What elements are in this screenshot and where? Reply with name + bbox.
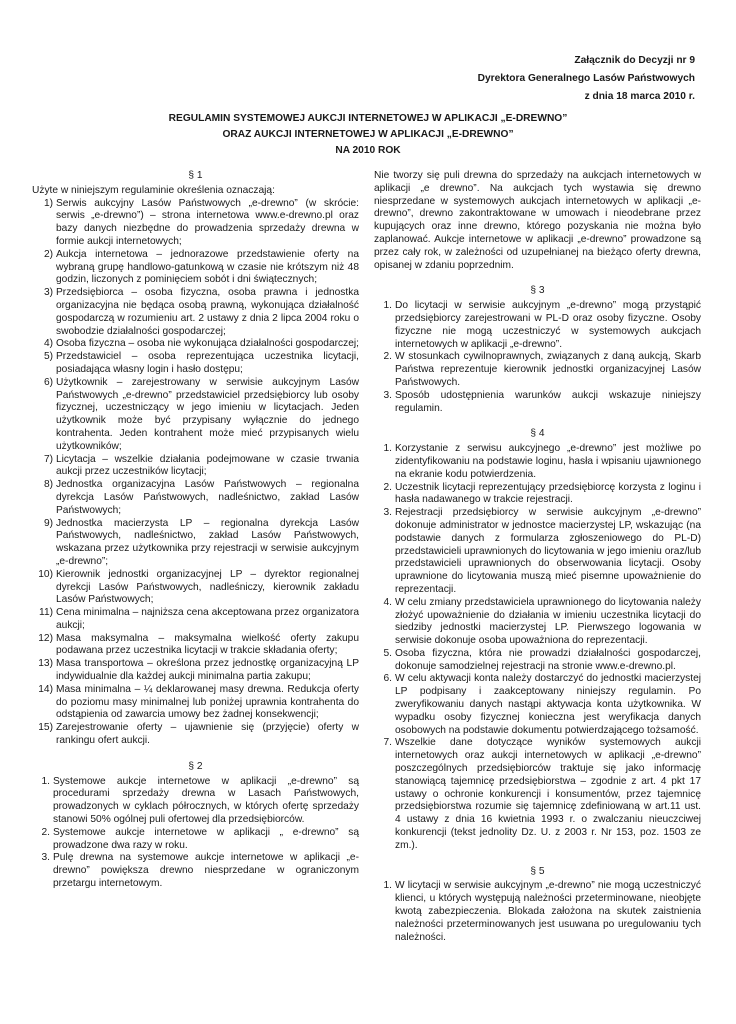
list-item (32, 249, 359, 287)
section-1-heading: § 1 (188, 170, 203, 181)
list-item-text: Wszelkie dane dotyczące wyników systemowych aukcji internetowych oraz aukcji internetowych w aplikacji „e-drewno” poszczególnych przedsiębiorców traktuje się jako informację stanowiącą tajemnicę przedsiębiorstwa – zgodnie z art. 4 pkt 17 ustawy o ochronie konkurencji i konsumentów, przez tajemnicę przedsiębiorstwa rozumie się tajemnicę zdefiniowaną w art.11 ust. 4 ustawy z dnia 16 kwietnia 1993 r. o zwalczaniu nieuczciwej konkurencji (tekst jednolity Dz. U. z 2003 r. Nr 153, poz. 1503 ze zm.). (395, 737, 701, 851)
list-item-text: Kierownik jednostki organizacyjnej LP – dyrektor regionalnej dyrekcji Lasów Państwowych, nadleśniczy, kierownik zakładu Lasów Państwowych; (56, 568, 359, 606)
list-item-text: W licytacji w serwisie aukcyjnym „e-drewno” nie mogą uczestniczyć klienci, u których występują należności przeterminowane, nieobjęte kwotą zabezpieczenia. Blokada założona na skutek zaistnienia należności przeterminowanych jest usuwana po uregulowaniu tych należności. (395, 880, 701, 943)
list-item (374, 351, 701, 389)
list-item-text: Użytkownik – zarejestrowany w serwisie aukcyjnym Lasów Państwowych „e-drewno” przedstawiciel przedsiębiorcy lub osoby fizycznej, uczestniczący w jego imieniu w licytacjach. Jeden użytkownik może być przypisany wyłącznie do jednego kontrahenta. Jeden kontrahent może mieć przypisanych wielu użytkowników; (56, 376, 359, 452)
list-item (374, 597, 701, 648)
list-item-text: Sposób udostępnienia warunków aukcji wskazuje niniejszy regulamin. (395, 389, 701, 414)
section-5-list (374, 880, 701, 944)
list-item-text: Uczestnik licytacji reprezentujący przedsiębiorcę korzysta z loginu i hasła nadawanego w trakcie rejestracji. (395, 481, 701, 506)
list-item-number: 2. (383, 351, 392, 363)
list-item-text: Do licytacji w serwisie aukcyjnym „e-drewno” mogą przystąpić przedsiębiorcy zarejestrowani w PL-D oraz osoby fizyczne. Osoby fizyczne nie mogą uczestniczyć w systemowych aukcjach internetowych w aplikacji „e-drewno”. (395, 300, 701, 350)
list-item-text: Masa minimalna – ¼ deklarowanej masy drewna. Redukcja oferty do poziomu masy minimalnej lub poniżej uprawnia kontrahenta do odstąpienia od zawarcia umowy bez żadnej konsekwencji; (56, 683, 359, 721)
list-item (374, 300, 701, 351)
list-item-number: 4) (43, 338, 53, 350)
document-header (478, 52, 695, 106)
list-item (32, 338, 359, 351)
document-title (0, 111, 736, 159)
list-item (374, 648, 701, 674)
list-item-text: Jednostka organizacyjna Lasów Państwowych – regionalna dyrekcja Lasów Państwowych, nadleśnictwo, zakład Lasów Państwowych; (56, 479, 359, 516)
header-line-3: z dnia 18 marca 2010 r. (584, 91, 695, 102)
list-item-text: Przedstawiciel – osoba reprezentująca uczestnika licytacji, posiadająca własny login i hasło dostępu; (56, 351, 359, 375)
list-item-number: 6) (43, 376, 53, 388)
list-item (374, 673, 701, 737)
list-item-text: Osoba fizyczna, która nie prowadzi działalności gospodarczej, dokonuje samodzielnej rejestracji na stronie www.e-drewno.pl. (395, 647, 701, 672)
list-item-text: W celu zmiany przedstawiciela uprawnionego do licytowania należy złożyć upoważnienie do działania w imieniu uczestnika licytacji do siedziby jednostki macierzystej LP. Pierwszego logowania w serwisie dokonuje osoba upoważniona do reprezentacji. (395, 596, 701, 647)
section-1-lead: Użyte w niniejszym regulaminie określenia oznaczają: (32, 184, 275, 196)
list-item-number: 4. (383, 596, 392, 608)
section-4-heading: § 4 (530, 428, 545, 440)
section-4-list (374, 443, 701, 853)
list-item (374, 443, 701, 481)
section-3-heading: § 3 (530, 285, 545, 297)
section-5-heading: § 5 (530, 865, 545, 877)
right-column (374, 170, 701, 944)
list-item-number: 12) (38, 632, 53, 644)
list-item-number: 15) (38, 722, 53, 734)
section-2-continuation: Nie tworzy się puli drewna do sprzedaży na aukcjach internetowych w aplikacji „e drewno”. Na aukcjach tych wystawia się drewno niesprzedane w systemowych aukcjach internetowych w aplikacji „e-drewno”, drewno zakontraktowane w umowach i nieodebrane przez kupujących oraz inne drewno, którego pozyskania nie można było zaplanować. Aukcje internetowe w aplikacji „e-drewno” prowadzone są przez cały rok, w zależności od uzupełnianej na bieżąco oferty drewna, opisanej w zdaniu poprzednim. (374, 170, 701, 271)
list-item (32, 684, 359, 722)
header-line-1: Załącznik do Decyzji nr 9 (574, 55, 695, 66)
list-item-number: 3. (383, 389, 392, 401)
list-item (32, 479, 359, 517)
list-item (32, 827, 359, 853)
list-item-number: 3. (41, 852, 50, 864)
list-item-number: 1) (43, 197, 53, 209)
title-line-2: ORAZ AUKCJI INTERNETOWEJ W APLIKACJI „E-DREWNO” (222, 129, 514, 140)
title-line-1: REGULAMIN SYSTEMOWEJ AUKCJI INTERNETOWEJ W APLIKACJI „E-DREWNO” (168, 113, 568, 124)
list-item (32, 287, 359, 338)
list-item (32, 658, 359, 684)
list-item (32, 722, 359, 748)
title-line-3: NA 2010 ROK (335, 145, 401, 156)
list-item-number: 7) (43, 453, 53, 465)
list-item-number: 14) (38, 683, 53, 695)
list-item-number: 1. (383, 443, 392, 455)
list-item-text: Serwis aukcyjny Lasów Państwowych „e-drewno” (w skrócie: serwis „e-drewno”) – strona internetowa www.e-drewno.pl oraz bazy danych niezbędne do prowadzenia sprzedaży drewna w formie aukcji internetowych; (56, 197, 359, 247)
list-item (374, 482, 701, 508)
list-item-text: Zarejestrowanie oferty – ujawnienie się (przyjęcie) oferty w rankingu ofert aukcji. (56, 722, 359, 747)
list-item (32, 852, 359, 890)
list-item-text: Masa transportowa – określona przez jednostkę organizacyjną LP indywidualnie dla każdej aukcji minimalna partia zakupu; (56, 658, 359, 683)
list-item-number: 5) (43, 351, 53, 363)
list-item (32, 518, 359, 569)
list-item-number: 6. (383, 673, 392, 685)
list-item-number: 2. (383, 481, 392, 493)
list-item-number: 1. (41, 775, 50, 787)
list-item-number: 9) (43, 517, 53, 529)
list-item-text: Pulę drewna na systemowe aukcje internetowe w aplikacji „e-drewno” powiększa drewno niesprzedane w ograniczonym przetargu internetowym. (53, 852, 359, 890)
list-item-number: 2. (41, 826, 50, 838)
list-item-text: Korzystanie z serwisu aukcyjnego „e-drewno” jest możliwe po zidentyfikowaniu na podstawie loginu, hasła i wpisaniu ujawnionego na ekranie kodu potwierdzenia. (395, 443, 701, 480)
list-item (374, 880, 701, 944)
list-item (374, 390, 701, 416)
list-item (374, 507, 701, 597)
list-item-number: 1. (383, 880, 392, 892)
list-item-number: 3. (383, 507, 392, 519)
header-line-2: Dyrektora Generalnego Lasów Państwowych (477, 73, 695, 84)
list-item (32, 607, 359, 633)
section-2-heading: § 2 (188, 760, 203, 772)
list-item (32, 633, 359, 659)
list-item-text: W stosunkach cywilnoprawnych, związanych z daną aukcją, Skarb Państwa reprezentuje kierownik jednostki organizacyjnej Lasów Państwowych. (395, 351, 701, 388)
list-item-text: Systemowe aukcje internetowe w aplikacji „ e-drewno” są prowadzone dwa razy w roku. (53, 826, 359, 851)
list-item-number: 10) (38, 568, 53, 580)
section-2-list (32, 776, 359, 891)
list-item (32, 377, 359, 454)
section-1-list (32, 198, 359, 748)
list-item-number: 3) (43, 287, 53, 299)
list-item (32, 198, 359, 249)
list-item-text: Przedsiębiorca – osoba fizyczna, osoba prawna i jednostka organizacyjna nie będąca osobą prawną, wykonująca działalność gospodarczą w rozumieniu art. 2 ustawy z dnia 2 lipca 2004 roku o swobodzie działalności gospodarczej; (56, 287, 359, 337)
list-item-text: Osoba fizyczna – osoba nie wykonująca działalności gospodarczej; (56, 338, 359, 350)
list-item-number: 2) (43, 248, 53, 260)
list-item (374, 737, 701, 852)
list-item-number: 5. (383, 647, 392, 659)
list-item (32, 569, 359, 607)
list-item-text: W celu aktywacji konta należy dostarczyć do jednostki macierzystej LP podpisany i zaakceptowany niniejszy regulamin. Po zweryfikowaniu danych nastąpi aktywacja konta użytkownika. W wypadku osoby fizycznej konieczna jest weryfikacja danych osobowych na podstawie dokumentu potwierdzającego tożsamość. (395, 673, 701, 736)
list-item-number: 13) (38, 658, 53, 670)
list-item-text: Rejestracji przedsiębiorcy w serwisie aukcyjnym „e-drewno” dokonuje administrator w jednostce macierzystej LP, wskazując (na podstawie danych z formularza zgłoszeniowego do PL-D) przedstawicieli uprawnionych do licytowania w jego imieniu oraz/lub przedstawicieli uprawnionych do obserwowania licytacji. Osoby uprawnione do licytowania muszą mieć pisemne upoważnienie do reprezentacji. (395, 507, 701, 595)
list-item (32, 776, 359, 827)
list-item-text: Aukcja internetowa – jednorazowe przedstawienie oferty na wybraną grupę handlowo-gatunkową w czasie nie krótszym niż 48 godzin, liczonych z pominięciem sobót i dni świątecznych; (56, 248, 359, 286)
list-item (32, 454, 359, 480)
list-item-text: Masa maksymalna – maksymalna wielkość oferty zakupu podawana przez uczestnika licytacji w trakcie składania oferty; (56, 632, 359, 657)
list-item-number: 1. (383, 300, 392, 312)
section-3-list (374, 300, 701, 415)
list-item-number: 8) (43, 479, 53, 491)
list-item-number: 7. (383, 737, 392, 749)
list-item-text: Systemowe aukcje internetowe w aplikacji „e-drewno” są procedurami sprzedaży drewna w Lasach Państwowych, prowadzonych w cyklach półrocznych, w których ofertę sprzedaży stanowi 50% ogólnej puli ofertowej dla przedsiębiorców. (53, 775, 359, 826)
left-column (32, 170, 359, 891)
list-item-number: 11) (39, 607, 53, 619)
list-item-text: Jednostka macierzysta LP – regionalna dyrekcja Lasów Państwowych, nadleśnictwo, zakład Lasów Państwowych, wskazana przez użytkownika przy rejestracji w serwisie aukcyjnym „e-drewno”; (56, 517, 359, 567)
list-item-text: Cena minimalna – najniższa cena akceptowana przez organizatora aukcji; (56, 607, 359, 631)
list-item (32, 351, 359, 377)
list-item-text: Licytacja – wszelkie działania podejmowane w czasie trwania aukcji przez uczestników licytacji; (56, 453, 359, 478)
